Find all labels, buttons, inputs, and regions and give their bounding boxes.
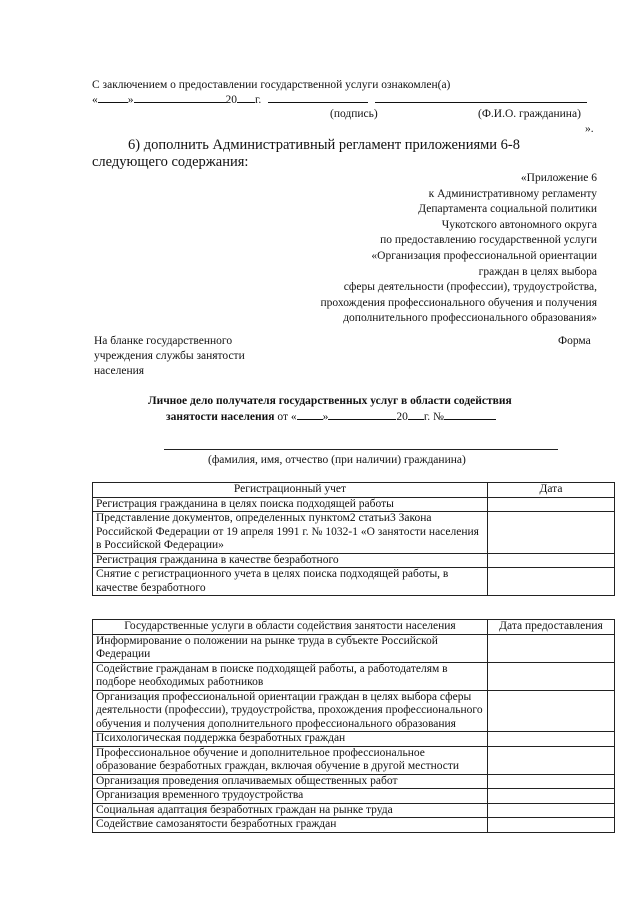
appendix-header (177, 171, 597, 327)
table-cell: Информирование о положении на рынке труда в субъекте Российской Федерации (93, 634, 488, 662)
table-row (93, 662, 615, 690)
table-cell: Регистрация гражданина в целях поиска подходящей работы (93, 497, 488, 512)
appendix-line: по предоставлению государственной услуги (380, 234, 597, 247)
dossier-from: от « (277, 411, 297, 423)
date-cell[interactable] (488, 774, 615, 789)
services-table (92, 619, 615, 833)
table-cell: Содействие самозанятости безработных граждан (93, 818, 488, 833)
year-blank (237, 92, 255, 103)
date-cell[interactable] (488, 789, 615, 804)
date-cell[interactable] (488, 818, 615, 833)
form-label: Форма (558, 335, 591, 347)
dossier-title-line-1: Личное дело получателя государственных услуг в области содействия (148, 395, 512, 407)
dossier-year-blank (408, 409, 424, 420)
table-header-row (93, 620, 615, 635)
date-cell[interactable] (488, 746, 615, 774)
letterhead-line: учреждения службы занятости (94, 350, 245, 362)
appendix-line: Департамента социальной политики (418, 203, 597, 216)
day-blank (98, 92, 128, 103)
month-blank (134, 92, 226, 103)
table-cell: Социальная адаптация безработных граждан на рынке труда (93, 803, 488, 818)
table-row (93, 690, 615, 732)
name-line (164, 449, 558, 450)
dossier-year-prefix: 20 (396, 411, 408, 423)
date-cell[interactable] (488, 497, 615, 512)
appendix-line: прохождения профессионального обучения и получения (320, 296, 597, 309)
table-row (93, 818, 615, 833)
table-cell: Содействие гражданам в поиске подходящей работы, а работодателям в подборе необходимых работников (93, 662, 488, 690)
table-row (93, 732, 615, 747)
date-open-quote: « (92, 94, 98, 106)
table-row (93, 789, 615, 804)
table-row (93, 497, 615, 512)
acquaintance-date-line (92, 92, 587, 107)
caption-name: (Ф.И.О. гражданина) (478, 108, 581, 120)
table-cell: Организация временного трудоустройства (93, 789, 488, 804)
table-cell: Психологическая поддержка безработных граждан (93, 732, 488, 747)
appendix-line: к Административному регламенту (428, 187, 597, 200)
column-header: Государственные услуги в области содействия занятости населения (93, 620, 488, 635)
dossier-month-blank (328, 409, 396, 420)
name-caption: (фамилия, имя, отчество (при наличии) гражданина) (208, 454, 466, 466)
column-header: Дата (488, 483, 615, 498)
table-row (93, 568, 615, 596)
table-row (93, 746, 615, 774)
year-suffix: г. (255, 94, 262, 106)
date-cell[interactable] (488, 803, 615, 818)
appendix-line: «Организация профессиональной ориентации (371, 249, 597, 262)
dossier-number-label: г. № (423, 411, 445, 423)
table-cell: Профессиональное обучение и дополнительное профессиональное образование безработных граждан, включая обучение в другой местности (93, 746, 488, 774)
date-cell[interactable] (488, 568, 615, 596)
dossier-close-quote: » (322, 411, 329, 423)
date-cell[interactable] (488, 690, 615, 732)
date-cell[interactable] (488, 662, 615, 690)
dossier-day-blank (297, 409, 323, 420)
dossier-title-line-2 (166, 409, 496, 424)
table-header-row (93, 483, 615, 498)
acquaintance-closing: ». (585, 123, 594, 135)
acquaintance-text: С заключением о предоставлении государственной услуги ознакомлен(а) (92, 79, 451, 91)
date-cell[interactable] (488, 512, 615, 554)
date-cell[interactable] (488, 732, 615, 747)
table-row (93, 634, 615, 662)
date-cell[interactable] (488, 634, 615, 662)
appendix-line: «Приложение 6 (520, 172, 597, 184)
appendix-line: дополнительного профессионального образования» (343, 312, 597, 325)
column-header: Регистрационный учет (93, 483, 488, 498)
table-row (93, 512, 615, 554)
table-row (93, 803, 615, 818)
amendment-line-1: 6) дополнить Административный регламент приложениями 6-8 (128, 137, 521, 153)
letterhead-line: населения (94, 365, 145, 377)
year-prefix: 20 (225, 94, 237, 106)
amendment-line-2: следующего содержания: (92, 154, 249, 170)
date-close-quote: » (127, 94, 134, 106)
table-cell: Снятие с регистрационного учета в целях поиска подходящей работы, в качестве безработного (93, 568, 488, 596)
letterhead-line: На бланке государственного (94, 335, 233, 347)
registration-table (92, 482, 615, 596)
table-row (93, 553, 615, 568)
table-cell: Организация проведения оплачиваемых общественных работ (93, 774, 488, 789)
column-header: Дата предоставления (488, 620, 615, 635)
name-blank (375, 92, 587, 103)
table-row (93, 774, 615, 789)
date-cell[interactable] (488, 553, 615, 568)
table-cell: Представление документов, определенных пунктом2 статьи3 Закона Российской Федерации от 19 апреля 1991 г. № 1032-1 «О занятости населения в Российской Федерации» (93, 512, 488, 554)
appendix-line: сферы деятельности (профессии), трудоустройства, (343, 281, 597, 294)
caption-signature: (подпись) (330, 108, 378, 120)
signature-blank (268, 92, 368, 103)
letterhead-note (94, 334, 245, 379)
dossier-title-bold: занятости населения (166, 411, 275, 423)
table-cell: Организация профессиональной ориентации граждан в целях выбора сферы деятельности (профессии), трудоустройства, прохождения профессионального обучения и получения дополнительного профессионального образования (93, 690, 488, 732)
appendix-line: Чукотского автономного округа (441, 218, 597, 231)
appendix-line: граждан в целях выбора (478, 265, 597, 278)
table-cell: Регистрация гражданина в качестве безработного (93, 553, 488, 568)
dossier-number-blank (444, 409, 496, 420)
